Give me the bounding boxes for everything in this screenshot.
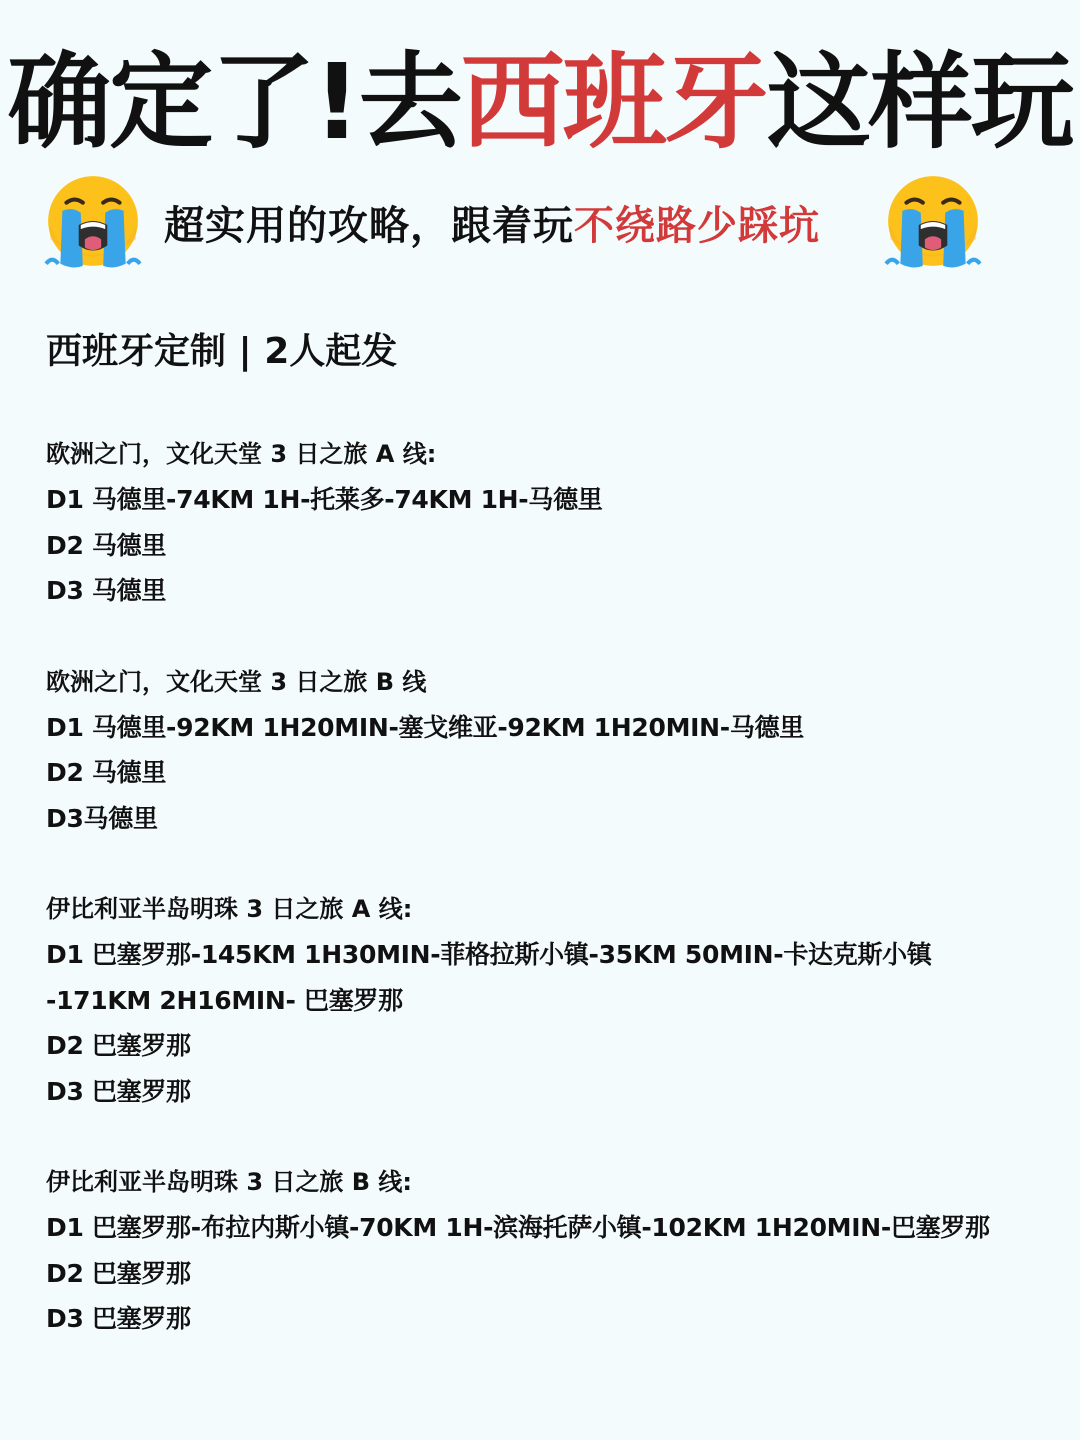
route-list [46, 432, 1046, 1388]
route-day: D3 巴塞罗那 [46, 1076, 191, 1106]
route-day: D2 马德里 [46, 758, 167, 787]
brand-heading: 西班牙定制 | 2人起发 [46, 331, 398, 372]
route-title: 欧洲之门，文化天堂 3 日之旅 B 线 [46, 667, 427, 696]
route-day: D1 巴塞罗那-布拉内斯小镇-70KM 1H-滨海托萨小镇-102KM 1H20MIN-巴塞罗那 [46, 1213, 990, 1242]
route-day: -171KM 2H16MIN- 巴塞罗那 [46, 985, 403, 1015]
title-highlight: 西班牙 [460, 41, 767, 163]
loudly-crying-face-icon [42, 172, 144, 274]
subtitle-highlight: 不绕路少踩坑 [574, 203, 820, 249]
title-part1: 确定了!去 [7, 41, 461, 163]
loudly-crying-face-icon [882, 172, 984, 274]
route-day: D3马德里 [46, 803, 158, 833]
route-day: D2 巴塞罗那 [46, 1031, 191, 1060]
route-day: D1 巴塞罗那-145KM 1H30MIN-菲格拉斯小镇-35KM 50MIN-卡达克斯小镇 [46, 940, 932, 969]
route-title: 伊比利亚半岛明珠 3 日之旅 B 线: [46, 1168, 413, 1196]
subtitle [164, 202, 820, 250]
title-part2: 这样玩 [766, 41, 1073, 163]
route-block [46, 660, 1046, 842]
route-block [46, 1160, 1046, 1342]
route-title: 欧洲之门，文化天堂 3 日之旅 A 线: [46, 440, 437, 468]
route-title: 伊比利亚半岛明珠 3 日之旅 A 线: [46, 895, 413, 923]
page-title [0, 42, 1080, 162]
subtitle-part1: 超实用的攻略，跟着玩 [164, 203, 574, 249]
subtitle-row [40, 170, 1040, 280]
route-day: D3 马德里 [46, 576, 167, 605]
route-day: D3 巴塞罗那 [46, 1304, 191, 1333]
route-day: D2 马德里 [46, 530, 167, 560]
route-block [46, 887, 1046, 1114]
route-day: D1 马德里-74KM 1H-托莱多-74KM 1H-马德里 [46, 485, 603, 514]
route-block [46, 432, 1046, 614]
route-day: D1 马德里-92KM 1H20MIN-塞戈维亚-92KM 1H20MIN-马德里 [46, 712, 804, 742]
route-day: D2 巴塞罗那 [46, 1258, 191, 1288]
